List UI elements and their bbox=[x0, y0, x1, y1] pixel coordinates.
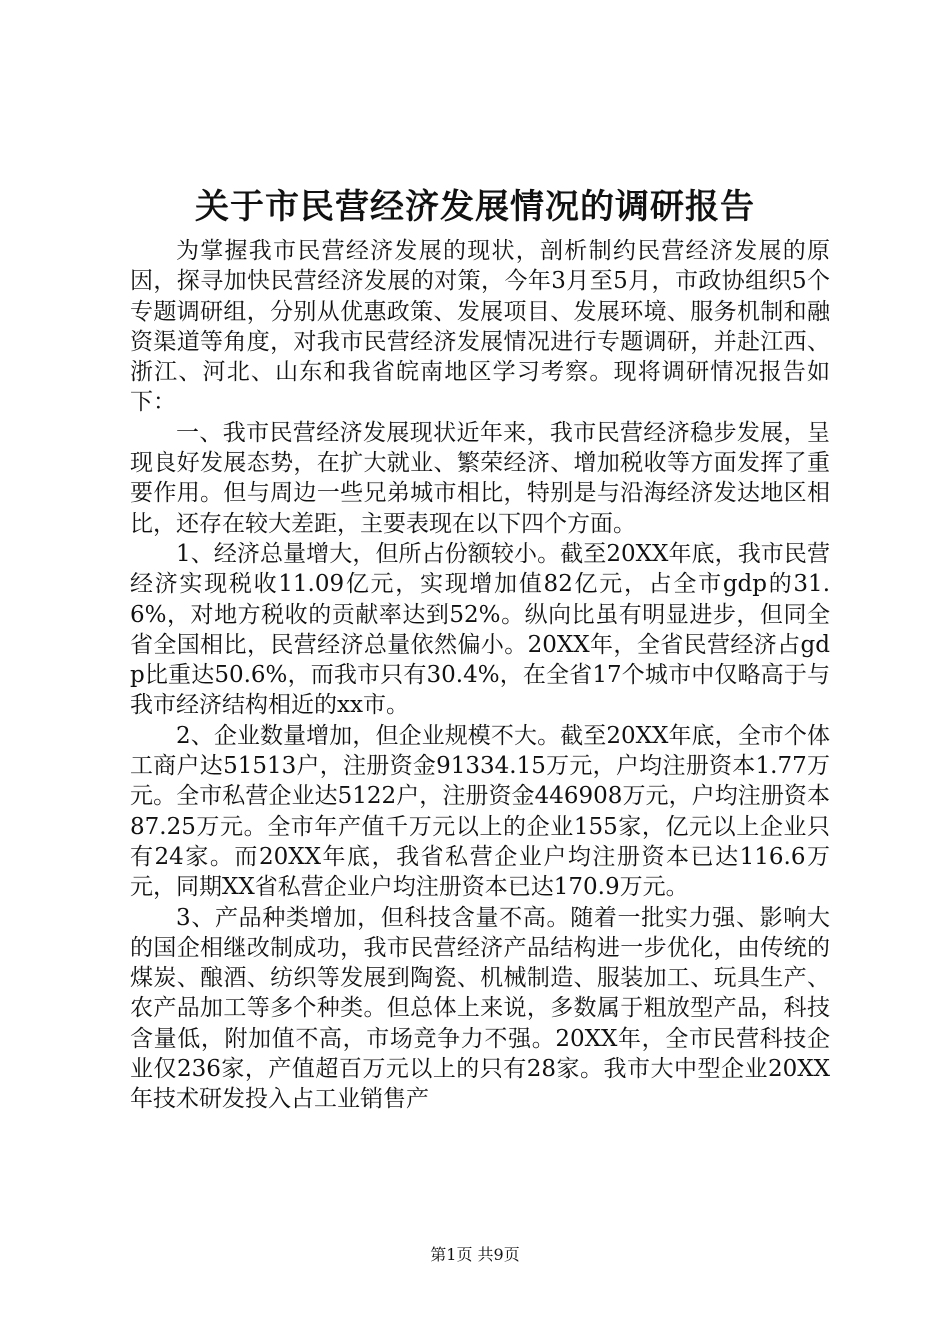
page-number-footer: 第1页 共9页 bbox=[430, 1245, 520, 1264]
paragraph-section-1: 一、我市民营经济发展现状近年来，我市民营经济稳步发展，呈现良好发展态势，在扩大就业、繁荣经济、增加税收等方面发挥了重要作用。但与周边一些兄弟城市相比，特别是与沿海经济发达地区相比，还存在较大差距，主要表现在以下四个方面。 bbox=[130, 419, 830, 537]
document-body bbox=[130, 236, 830, 1115]
paragraph-point-2: 2、企业数量增加，但企业规模不大。截至20XX年底，全市个体工商户达51513户，注册资金91334.15万元，户均注册资本1.77万元。全市私营企业达5122户，注册资金446908万元，户均注册资本87.25万元。全市年产值千万元以上的企业155家，亿元以上企业只有24家。而20XX年底，我省私营企业户均注册资本已达116.6万元，同期XX省私营企业户均注册资本已达170.9万元。 bbox=[130, 722, 830, 901]
paragraph-point-1: 1、经济总量增大，但所占份额较小。截至20XX年底，我市民营经济实现税收11.09亿元，实现增加值82亿元，占全市gdp的31.6%，对地方税收的贡献率达到52%。纵向比虽有明显进步，但同全省全国相比，民营经济总量依然偏小。20XX年，全省民营经济占gdp比重达50.6%，而我市只有30.4%，在全省17个城市中仅略高于与我市经济结构相近的xx市。 bbox=[130, 540, 830, 719]
paragraph-intro: 为掌握我市民营经济发展的现状，剖析制约民营经济发展的原因，探寻加快民营经济发展的对策，今年3月至5月，市政协组织5个专题调研组，分别从优惠政策、发展项目、发展环境、服务机制和融资渠道等角度，对我市民营经济发展情况进行专题调研，并赴江西、浙江、河北、山东和我省皖南地区学习考察。现将调研情况报告如下： bbox=[130, 238, 830, 416]
paragraph-point-3: 3、产品种类增加，但科技含量不高。随着一批实力强、影响大的国企相继改制成功，我市民营经济产品结构进一步优化，由传统的煤炭、酿酒、纺织等发展到陶瓷、机械制造、服装加工、玩具生产、农产品加工等多个种类。但总体上来说，多数属于粗放型产品，科技含量低，附加值不高，市场竞争力不强。20XX年，全市民营科技企业仅236家，产值超百万元以上的只有28家。我市大中型企业20XX年技术研发投入占工业销售产 bbox=[130, 904, 830, 1113]
document-title: 关于市民营经济发展情况的调研报告 bbox=[195, 187, 755, 227]
